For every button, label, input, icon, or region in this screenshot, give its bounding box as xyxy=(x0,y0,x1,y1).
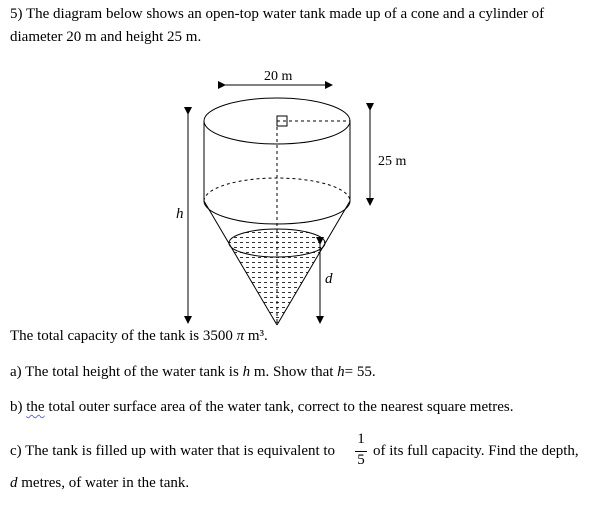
part-a-mid: m. Show that xyxy=(253,364,334,380)
part-b-prefix: b) xyxy=(10,399,23,415)
part-b-rest: total outer surface area of the water tank, correct to the nearest square metres. xyxy=(48,399,514,415)
question-intro-line2: diameter 20 m and height 25 m. xyxy=(10,29,202,45)
question-intro-line1: 5) The diagram below shows an open-top water tank made up of a cone and a cylinder of xyxy=(10,6,545,22)
height-label: 25 m xyxy=(378,154,407,169)
diameter-label: 20 m xyxy=(264,69,293,84)
water-region xyxy=(229,229,325,325)
capacity-text: The total capacity of the tank is 3500 xyxy=(10,328,233,344)
pi-symbol: π xyxy=(236,328,245,344)
capacity-unit: m³. xyxy=(247,328,268,344)
part-c-line2-rest: metres, of water in the tank. xyxy=(21,475,190,491)
capacity-line xyxy=(10,328,268,345)
part-c-prefix: c) The tank is filled up with water that is equivalent to xyxy=(10,443,336,459)
part-a-prefix: a) The total height of the water tank is xyxy=(10,364,239,380)
part-a xyxy=(10,364,376,381)
fraction-numerator: 1 xyxy=(357,431,365,447)
h-label: h xyxy=(176,206,184,222)
part-a-h2: h xyxy=(337,364,345,380)
d-label: d xyxy=(325,271,333,287)
part-a-h1: h xyxy=(242,364,251,380)
part-a-suffix: = 55. xyxy=(344,364,376,380)
part-b xyxy=(10,399,514,416)
part-c-d-var: d xyxy=(10,475,18,491)
part-c-suffix: of its full capacity. Find the depth, xyxy=(373,443,579,459)
fraction-denominator: 5 xyxy=(357,452,365,468)
part-c-line1 xyxy=(10,443,335,460)
part-c-line2 xyxy=(10,475,189,492)
part-b-underlined: the xyxy=(26,399,45,415)
